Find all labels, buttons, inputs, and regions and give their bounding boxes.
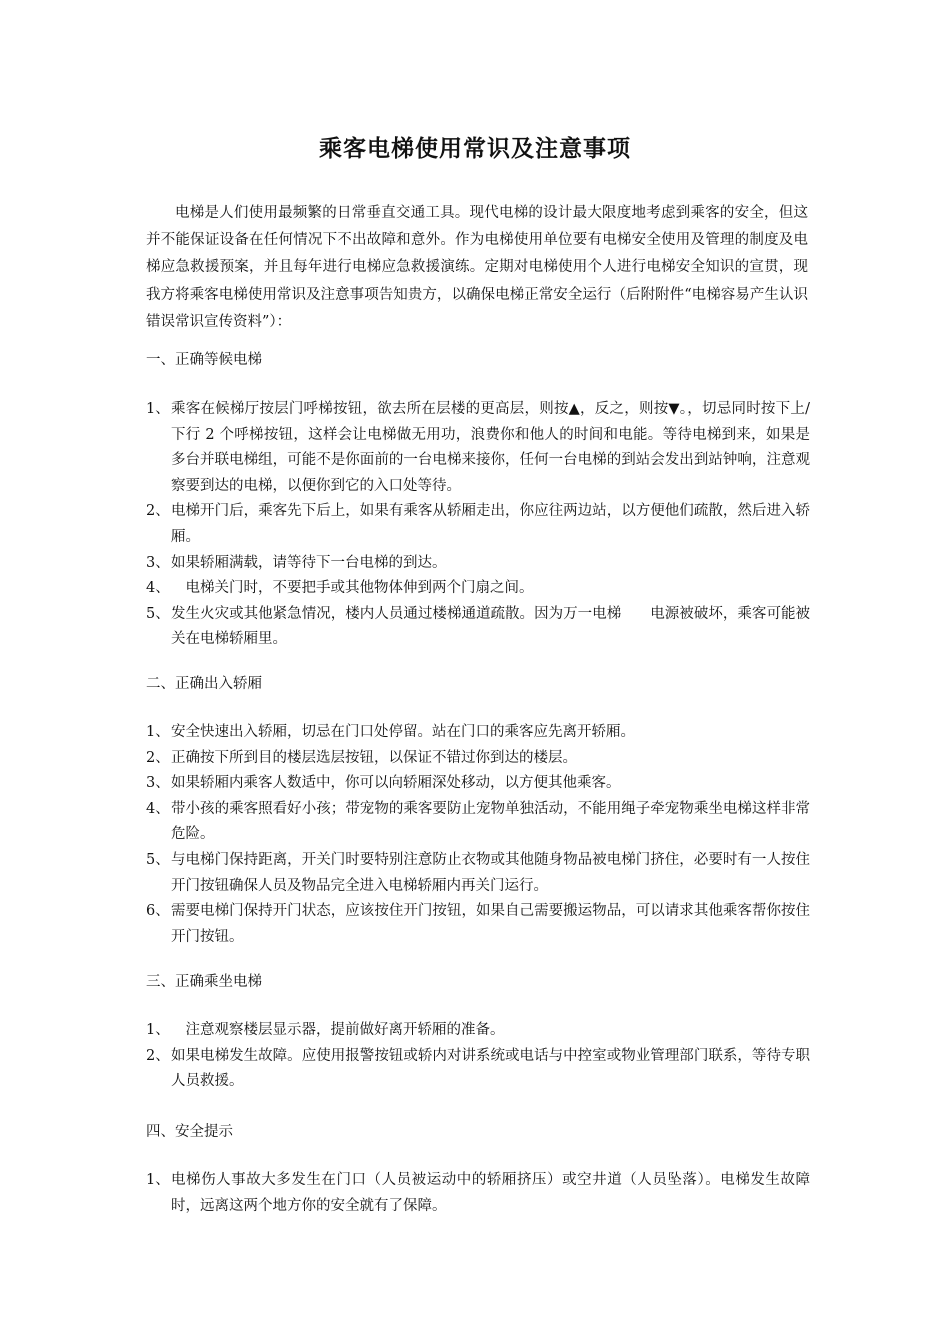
section-list-1: [146, 397, 810, 653]
item-text: 电梯开门后，乘客先下后上，如果有乘客从轿厢走出，你应往两边站，以方便他们疏散，然后进入轿厢。: [171, 503, 810, 545]
item-text: 如果轿厢内乘客人数适中，你可以向轿厢深处移动，以方便其他乘客。: [171, 775, 621, 792]
section-heading-4: 四、安全提示: [146, 1124, 233, 1140]
section-heading-2: 二、正确出入轿厢: [146, 676, 262, 692]
document-title: 乘客电梯使用常识及注意事项: [319, 135, 631, 162]
list-item: [146, 848, 810, 899]
item-text: 正确按下所到目的楼层选层按钮，以保证不错过你到达的楼层。: [171, 749, 577, 766]
list-item: [146, 499, 810, 550]
item-text: 电梯关门时，不要把手或其他物体伸到两个门扇之间。: [171, 580, 534, 597]
list-item: [146, 1044, 810, 1095]
item-text: 电梯伤人事故大多发生在门口（人员被运动中的轿厢挤压）或空井道（人员坠落）。电梯发生故障时，远离这两个地方你的安全就有了保障。: [171, 1172, 810, 1214]
item-text: 注意观察楼层显示器，提前做好离开轿厢的准备。: [171, 1022, 505, 1038]
item-text: 乘客在候梯厅按层门呼梯按钮，欲去所在层楼的更高层，则按▲，反之，则按▼。，切忌同时按下上/下行 2 个呼梯按钮，这样会让电梯做无用功，浪费你和他人的时间和电能。等待电梯到来，如果是多台并联电梯组，可能不是你面前的一台电梯来接你，任何一台电梯的到站会发出到站钟响，注意观察要到达的电梯，以便你到它的入口处等待。: [171, 401, 810, 494]
item-number: 5、: [146, 851, 170, 868]
section-list-3: [146, 1018, 810, 1095]
list-item: [146, 797, 810, 848]
item-number: 3、: [146, 775, 170, 792]
list-item: [146, 771, 810, 797]
item-number: 6、: [146, 903, 170, 920]
section-list-4: [146, 1168, 810, 1219]
list-item: [146, 720, 810, 746]
item-number: 1、: [146, 1172, 170, 1188]
list-item: [146, 1018, 810, 1044]
item-text: 如果轿厢满载，请等待下一台电梯的到达。: [171, 554, 447, 571]
item-number: 4、: [146, 800, 170, 817]
list-item: [146, 602, 810, 653]
item-number: 4、: [146, 580, 170, 597]
item-text: 与电梯门保持距离，开关门时要特别注意防止衣物或其他随身物品被电梯门挤住，必要时有一人按住开门按钮确保人员及物品完全进入电梯轿厢内再关门运行。: [171, 851, 810, 894]
item-text: 需要电梯门保持开门状态，应该按住开门按钮，如果自己需要搬运物品，可以请求其他乘客帮你按住开门按钮。: [171, 903, 810, 945]
item-number: 2、: [146, 503, 170, 520]
section-heading-3: 三、正确乘坐电梯: [146, 974, 262, 990]
item-number: 5、: [146, 605, 170, 622]
list-item: [146, 746, 810, 772]
item-text: 如果电梯发生故障。应使用报警按钮或轿内对讲系统或电话与中控室或物业管理部门联系，等待专职人员救援。: [171, 1047, 810, 1090]
item-text: 安全快速出入轿厢，切忌在门口处停留。站在门口的乘客应先离开轿厢。: [171, 724, 635, 740]
intro-paragraph: 电梯是人们使用最频繁的日常垂直交通工具。现代电梯的设计最大限度地考虑到乘客的安全，但这并不能保证设备在任何情况下不出故障和意外。作为电梯使用单位要有电梯安全使用及管理的制度及电梯应急救援预案，并且每年进行电梯应急救援演练。定期对电梯使用个人进行电梯安全知识的宣贯，现我方将乘客电梯使用常识及注意事项告知贵方，以确保电梯正常安全运行（后附附件“电梯容易产生认识错误常识宣传资料”）：: [146, 205, 808, 330]
list-item: [146, 576, 810, 602]
list-item: [146, 397, 810, 499]
list-item: [146, 551, 810, 577]
item-number: 1、: [146, 724, 170, 740]
item-number: 2、: [146, 749, 170, 766]
section-list-2: [146, 720, 810, 950]
list-item: [146, 899, 810, 950]
item-number: 1、: [146, 401, 170, 417]
section-heading-1: 一、正确等候电梯: [146, 352, 262, 368]
item-text: 发生火灾或其他紧急情况，楼内人员通过楼梯通道疏散。因为万一电梯 电源被破坏，乘客可能被关在电梯轿厢里。: [171, 605, 810, 648]
item-number: 1、: [146, 1022, 170, 1038]
item-number: 3、: [146, 554, 170, 571]
list-item: [146, 1168, 810, 1219]
item-text: 带小孩的乘客照看好小孩；带宠物的乘客要防止宠物单独活动，不能用绳子牵宠物乘坐电梯这样非常危险。: [171, 800, 810, 843]
item-number: 2、: [146, 1047, 170, 1064]
